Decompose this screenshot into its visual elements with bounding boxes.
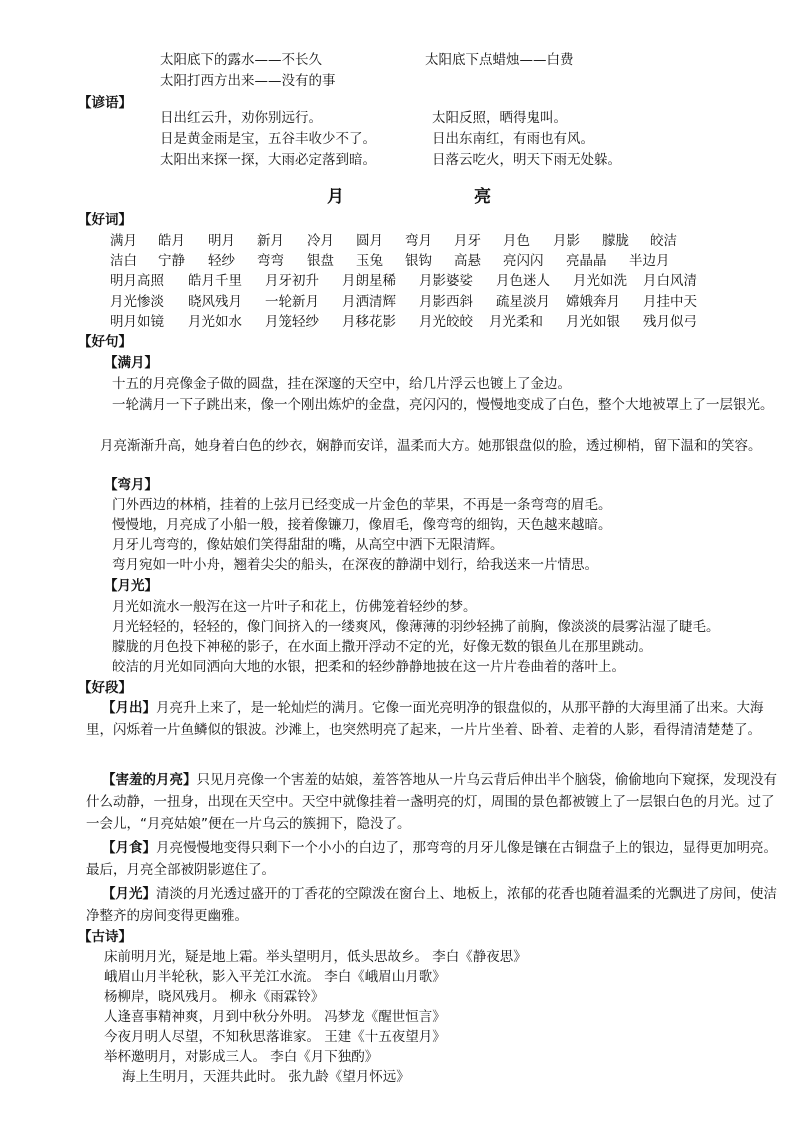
yanyu-item: 太阳反照，晒得鬼叫。 [432, 110, 567, 126]
haoci-word: 明月高照 [110, 273, 164, 289]
haoci-row-4 [0, 291, 794, 313]
poem-line: 举杯邀明月，对影成三人。 李白《月下独酌》 [104, 1049, 379, 1065]
haoci-word: 月色 [503, 233, 530, 249]
haoci-word: 月挂中天 [643, 294, 697, 310]
haoci-word: 洁白 [110, 253, 137, 269]
haoci-word: 明月如镜 [110, 314, 164, 330]
paragraph-tag: 【害羞的月亮】 [102, 772, 197, 788]
sub-label-yueguang: 【月光】 [104, 578, 158, 594]
haoci-word: 晓风残月 [188, 294, 242, 310]
haoci-word: 疏星淡月 [496, 294, 550, 310]
haoci-word: 月影西斜 [419, 294, 473, 310]
poem-line: 杨柳岸，晓风残月。 柳永《雨霖铃》 [104, 989, 325, 1005]
haoci-word: 月光惨淡 [110, 294, 164, 310]
poem-line: 床前明月光，疑是地上霜。举头望明月，低头思故乡。 李白《静夜思》 [104, 949, 527, 965]
haoci-word: 皓月千里 [188, 273, 242, 289]
proverb-2: 太阳底下点蜡烛——白费 [425, 52, 574, 68]
haoci-word: 月牙 [454, 233, 481, 249]
haoci-word: 月朗星稀 [342, 273, 396, 289]
yanyu-item: 太阳出来探一探，大雨必定落到暗。 [160, 152, 376, 168]
haoci-word: 弯月 [405, 233, 432, 249]
page-title-left: 月 [327, 187, 344, 207]
haoci-word: 月光如银 [566, 314, 620, 330]
paragraph-tag: 【月光】 [102, 886, 156, 902]
haoci-row-2 [0, 250, 794, 272]
section-label-haoduan: 【好段】 [78, 680, 132, 696]
section-label-yanyu: 【谚语】 [78, 95, 132, 111]
haoci-word: 明月 [208, 233, 235, 249]
haoci-word: 月笼轻纱 [265, 314, 319, 330]
haoci-row-5 [0, 311, 794, 333]
page-title-right: 亮 [474, 187, 491, 207]
haoci-word: 朦胧 [602, 233, 629, 249]
haoci-word: 新月 [257, 233, 284, 249]
sentence: 月光如流水一般泻在这一片叶子和花上，仿佛笼着轻纱的梦。 [112, 599, 477, 615]
sentence: 月亮渐渐升高，她身着白色的纱衣，娴静而安详，温柔而大方。她那银盘似的脸，透过柳梢，留下温和的笑容。 [100, 438, 762, 454]
section-label-haoju: 【好句】 [78, 334, 132, 350]
yanyu-item: 日是黄金雨是宝，五谷丰收少不了。 [160, 131, 376, 147]
sentence: 月光轻轻的，轻轻的，像门间挤入的一缕爽风，像薄薄的羽纱轻拂了前胸，像淡淡的晨雾沾湿了睫毛。 [112, 619, 720, 635]
haoci-word: 月光皎皎 [419, 314, 473, 330]
sentence: 一轮满月一下子跳出来，像一个刚出炼炉的金盘，亮闪闪的，慢慢地变成了白色，整个大地被罩上了一层银光。 [112, 397, 774, 413]
haoci-word: 皓月 [158, 233, 185, 249]
haoci-word: 轻纱 [208, 253, 235, 269]
haoci-word: 银钩 [405, 253, 432, 269]
yanyu-item: 日出红云升，劝你别远行。 [160, 110, 322, 126]
section-label-haoci: 【好词】 [78, 212, 132, 228]
haoci-word: 高悬 [454, 253, 481, 269]
paragraph-yuechu [86, 697, 786, 741]
poem-line: 人逢喜事精神爽，月到中秋分外明。 冯梦龙《醒世恒言》 [104, 1009, 446, 1025]
paragraph-yueguang [86, 883, 786, 927]
paragraph-haixiu [86, 769, 786, 835]
sentence: 朦胧的月色投下神秘的影子，在水面上撒开浮动不定的光，好像无数的银鱼儿在那里跳动。 [112, 639, 652, 655]
haoci-word: 月光如水 [188, 314, 242, 330]
sentence: 皎洁的月光如同洒向大地的水银，把柔和的轻纱静静地披在这一片片卷曲着的落叶上。 [112, 659, 625, 675]
haoci-word: 月光柔和 [489, 314, 543, 330]
haoci-word: 冷月 [307, 233, 334, 249]
haoci-word: 玉兔 [356, 253, 383, 269]
sub-label-wanyue: 【弯月】 [104, 477, 158, 493]
poem-line: 海上生明月，天涯共此时。 张九龄《望月怀远》 [122, 1069, 410, 1085]
paragraph-text: 清淡的月光透过盛开的丁香花的空隙泼在窗台上、地板上，浓郁的花香也随着温柔的光飘进了房间，使洁净整齐的房间变得更幽雅。 [86, 886, 777, 924]
haoci-word: 宁静 [158, 253, 185, 269]
haoci-word: 亮闪闪 [503, 253, 544, 269]
sentence: 月牙儿弯弯的，像姑娘们笑得甜甜的嘴，从高空中洒下无限清辉。 [112, 537, 504, 553]
yanyu-item: 日出东南红，有雨也有风。 [432, 131, 594, 147]
sub-label-manyue: 【满月】 [104, 355, 158, 371]
haoci-word: 月洒清辉 [342, 294, 396, 310]
sentence: 门外西边的林梢，挂着的上弦月已经变成一片金色的苹果，不再是一条弯弯的眉毛。 [112, 497, 612, 513]
paragraph-text: 月亮升上来了，是一轮灿烂的满月。它像一面光亮明净的银盘似的，从那平静的大海里涌了出来。大海里，闪烁着一片鱼鳞似的银波。沙滩上，也突然明亮了起来，一片片坐着、卧着、走着的人影，看得清清楚楚了。 [86, 700, 764, 738]
paragraph-text: 月亮慢慢地变得只剩下一个小小的白边了，那弯弯的月牙儿像是镶在古铜盘子上的银边，显得更加明亮。最后，月亮全部被阴影遮住了。 [86, 840, 777, 878]
sentence: 慢慢地，月亮成了小船一般，接着像镰刀，像眉毛，像弯弯的细钩，天色越来越暗。 [112, 517, 612, 533]
poem-line: 今夜月明人尽望，不知秋思落谁家。 王建《十五夜望月》 [104, 1029, 446, 1045]
haoci-row-3 [0, 270, 794, 292]
haoci-word: 月光如洗 [573, 273, 627, 289]
haoci-word: 月色迷人 [496, 273, 550, 289]
haoci-word: 月影婆娑 [419, 273, 473, 289]
haoci-word: 嫦娥奔月 [566, 294, 620, 310]
haoci-word: 一轮新月 [265, 294, 319, 310]
haoci-word: 月移花影 [342, 314, 396, 330]
haoci-word: 半边月 [629, 253, 670, 269]
sentence: 十五的月亮像金子做的圆盘，挂在深邃的天空中，给几片浮云也镀上了金边。 [112, 376, 571, 392]
proverb-3: 太阳打西方出来——没有的事 [160, 73, 336, 89]
section-label-gushi: 【古诗】 [78, 929, 132, 945]
paragraph-tag: 【月出】 [102, 700, 156, 716]
sentence: 弯月宛如一叶小舟，翘着尖尖的船头，在深夜的静湖中划行，给我送来一片情思。 [112, 557, 598, 573]
paragraph-text: 只见月亮像一个害羞的姑娘，羞答答地从一片乌云背后伸出半个脑袋，偷偷地向下窥探，发现没有什么动静，一扭身，出现在天空中。天空中就像挂着一盏明亮的灯，周围的景色都被镀上了一层银白色的月光。过了一会儿，“月亮姑娘”便在一片乌云的簇拥下，隐没了。 [86, 772, 777, 832]
poem-line: 峨眉山月半轮秋，影入平羌江水流。 李白《峨眉山月歌》 [104, 969, 446, 985]
haoci-word: 银盘 [307, 253, 334, 269]
haoci-word: 月影 [553, 233, 580, 249]
haoci-word: 圆月 [356, 233, 383, 249]
haoci-word: 皎洁 [650, 233, 677, 249]
haoci-row-1 [0, 230, 794, 252]
yanyu-item: 日落云吃火，明天下雨无处躲。 [432, 152, 621, 168]
haoci-word: 弯弯 [257, 253, 284, 269]
haoci-word: 残月似弓 [643, 314, 697, 330]
paragraph-tag: 【月食】 [102, 840, 156, 856]
haoci-word: 亮晶晶 [566, 253, 607, 269]
paragraph-yueshi [86, 837, 786, 881]
proverb-1: 太阳底下的露水——不长久 [160, 52, 322, 68]
haoci-word: 月牙初升 [265, 273, 319, 289]
haoci-word: 满月 [110, 233, 137, 249]
haoci-word: 月白风清 [643, 273, 697, 289]
